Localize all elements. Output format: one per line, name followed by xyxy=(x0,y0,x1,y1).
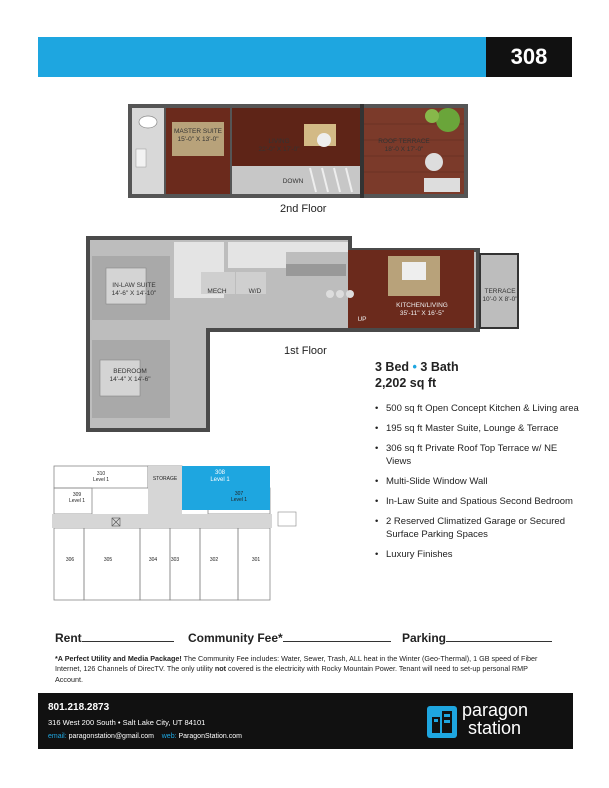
kitchen-living-name: KITCHEN/LIVING xyxy=(396,302,448,309)
separator-dot: • xyxy=(412,360,417,374)
footer xyxy=(38,693,573,749)
mech-label: MECH xyxy=(207,288,227,295)
in-law-suite-name: IN-LAW SUITE xyxy=(112,282,156,289)
roof-terrace-dim: 18'-0 X 17'-0" xyxy=(384,145,424,153)
living-label xyxy=(248,138,310,154)
roof-terrace-label xyxy=(372,138,436,154)
down-label: DOWN xyxy=(282,178,304,185)
kitchen-living-label xyxy=(386,302,458,318)
rent-field[interactable] xyxy=(55,631,174,645)
note-text-2: covered is the electricity with Rocky Mountain Power. Tenant will need to set-up personal RMP Account. xyxy=(55,664,528,684)
bed-bath-summary xyxy=(375,360,459,374)
kitchen-living-dim: 35'-11" X 16'-5" xyxy=(399,309,445,317)
web-link[interactable]: ParagonStation.com xyxy=(178,733,242,740)
community-fee-label: Community Fee* xyxy=(188,631,283,645)
bedroom-name: BEDROOM xyxy=(113,368,147,375)
footer-contact xyxy=(48,733,242,740)
web-label: web: xyxy=(161,733,177,740)
up-label: UP xyxy=(357,316,367,323)
note-text-1: The Community Fee includes: Water, Sewer, Trash, ALL heat in the Winter (Geo-Thermal), 1 GB speed of Fiber Internet, 126 Channels of DirecTV. The only utility xyxy=(55,654,538,674)
logo-line-1: paragon xyxy=(462,700,529,720)
living-dim: 22'-0" X 17'-0" xyxy=(258,145,300,153)
rent-label: Rent xyxy=(55,631,82,645)
second-floor-label: 2nd Floor xyxy=(280,203,327,215)
unit-number: 308 xyxy=(486,37,572,77)
feature-item: • 195 sq ft Master Suite, Lounge & Terrace xyxy=(375,422,580,436)
terrace-name: TERRACE xyxy=(484,288,516,295)
community-fee-field[interactable] xyxy=(188,631,391,645)
email-label: email: xyxy=(48,733,67,740)
keyplan-unit-302: 302 xyxy=(209,557,219,563)
first-floor-label: 1st Floor xyxy=(284,345,327,357)
keyplan-unit-306: 306 xyxy=(65,557,75,563)
terrace-dim: 10'-0 X 8'-0" xyxy=(482,295,518,303)
paragon-logo-text xyxy=(462,701,528,737)
keyplan-unit-307: 307 Level 1 xyxy=(230,491,248,503)
bedroom-label xyxy=(100,368,160,384)
community-fee-line[interactable] xyxy=(283,631,391,642)
note-lead: *A Perfect Utility and Media Package! xyxy=(55,654,182,663)
master-suite-dim: 15'-0" X 13'-0" xyxy=(177,135,219,143)
keyplan-unit-301: 301 xyxy=(251,557,261,563)
keyplan-storage: STORAGE xyxy=(152,476,178,482)
feature-item: • 2 Reserved Climatized Garage or Secured Surface Parking Spaces xyxy=(375,515,580,543)
footer-phone[interactable]: 801.218.2873 xyxy=(48,702,110,713)
logo-line-2: station xyxy=(468,718,522,738)
keyplan-unit-305: 305 xyxy=(103,557,113,563)
note-not: not xyxy=(214,664,226,674)
rent-line[interactable] xyxy=(82,631,174,642)
wd-label: W/D xyxy=(248,288,262,295)
keyplan-unit-304: 304 xyxy=(148,557,158,563)
feature-item: • In-Law Suite and Spatious Second Bedroom xyxy=(375,495,580,509)
email-link[interactable]: paragonstation@gmail.com xyxy=(68,733,154,740)
in-law-suite-dim: 14'-6" X 14'-10" xyxy=(111,289,157,297)
master-suite-label xyxy=(168,128,228,144)
utility-note xyxy=(55,654,555,685)
in-law-suite-label xyxy=(104,282,164,298)
parking-label: Parking xyxy=(402,631,447,645)
paragon-logo-icon xyxy=(426,705,458,739)
master-suite-name: MASTER SUITE xyxy=(173,128,223,135)
keyplan-unit-310: 310 Level 1 xyxy=(92,471,110,483)
beds: 3 Bed xyxy=(375,360,410,374)
feature-item: • 306 sq ft Private Roof Top Terrace w/ NE Views xyxy=(375,442,580,470)
header-bar xyxy=(38,37,486,77)
feature-item: • Luxury Finishes xyxy=(375,548,580,562)
baths: 3 Bath xyxy=(420,360,459,374)
bedroom-dim: 14'-4" X 14'-6" xyxy=(109,375,151,383)
parking-line[interactable] xyxy=(446,631,552,642)
roof-terrace-name: ROOF TERRACE xyxy=(378,138,430,145)
feature-item: • Multi-Slide Window Wall xyxy=(375,475,580,489)
feature-list xyxy=(375,402,580,568)
parking-field[interactable] xyxy=(402,631,552,645)
living-name: LIVING xyxy=(268,138,290,145)
living-room xyxy=(232,108,360,166)
footer-address: 316 West 200 South • Salt Lake City, UT 84101 xyxy=(48,718,206,727)
feature-item: • 500 sq ft Open Concept Kitchen & Living area xyxy=(375,402,580,416)
keyplan-unit-309: 309 Level 1 xyxy=(68,492,86,504)
keyplan-unit-303: 303 xyxy=(170,557,180,563)
terrace-label xyxy=(476,288,524,304)
unit-area: 2,202 sq ft xyxy=(375,376,437,390)
keyplan-unit-308: 308 Level 1 xyxy=(210,470,230,483)
